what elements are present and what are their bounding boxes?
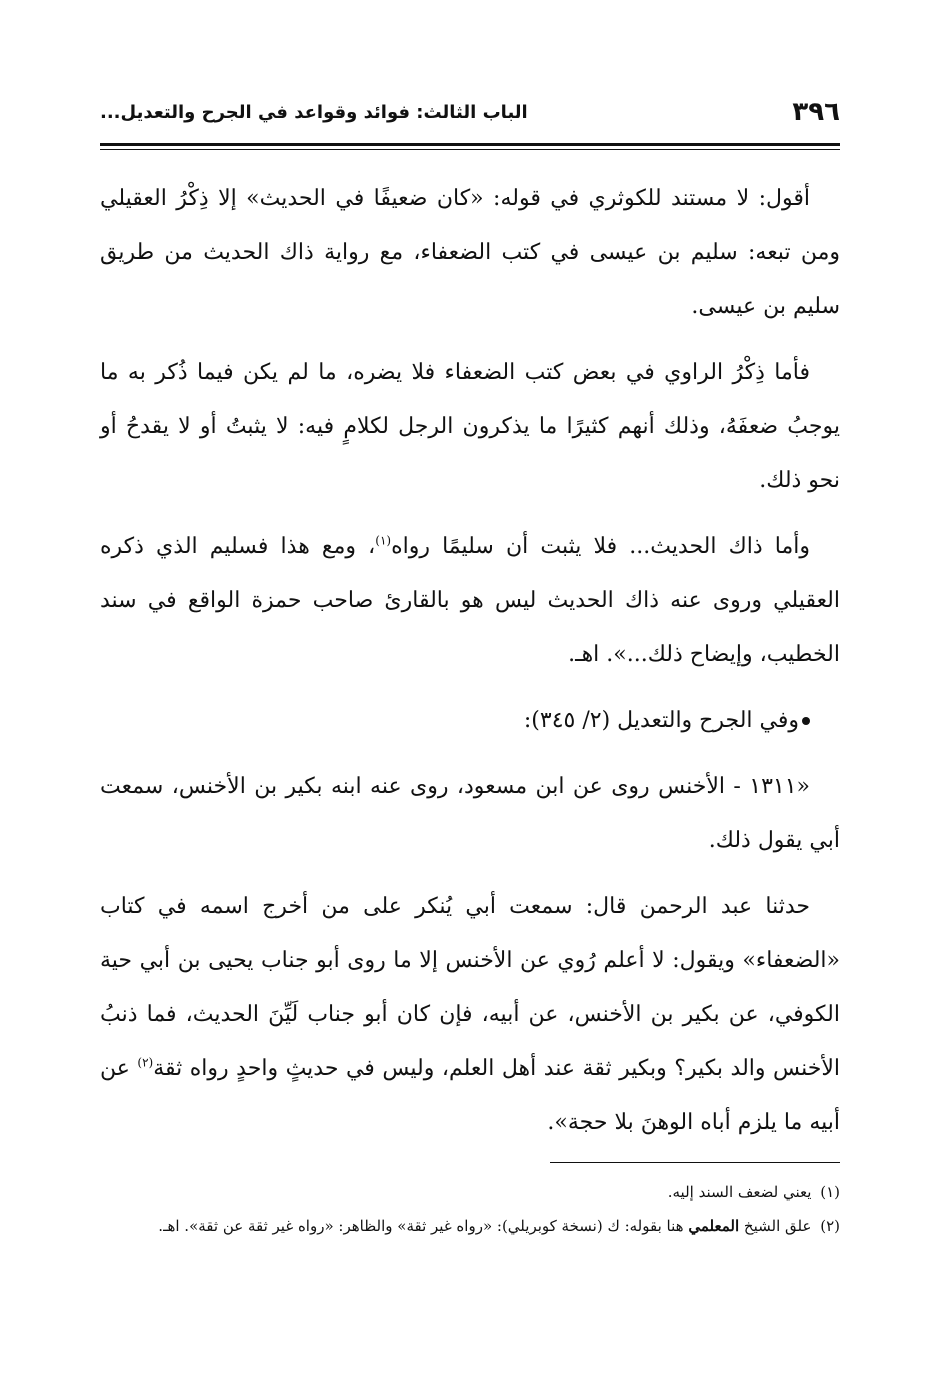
paragraph-5 (100, 880, 840, 1150)
paragraph-2: فأما ذِكْرُ الراوي في بعض كتب الضعفاء فلا يضره، ما لم يكن فيما ذُكر به ما يوجبُ ضعفَهُ، وذلك أنهم كثيرًا ما يذكرون الرجل لكلامٍ فيه: لا يثبتُ أو لا يقدحُ أو نحو ذلك. (100, 360, 840, 493)
footnote-2-text-b: هنا بقوله: ك (نسخة كوبريلي): «رواه غير ثقة» والظاهر: «رواه غير ثقة عن ثقة». اهـ. (158, 1217, 684, 1235)
paragraph-3-text-a: وأما ذاك الحديث... فلا يثبت أن سليمًا رواه (391, 534, 810, 559)
footnote-ref-2: (٢) (137, 1055, 154, 1070)
footnote-1-label: (١) (820, 1183, 840, 1201)
header-rule-thin (100, 149, 840, 150)
footnote-ref-1: (١) (375, 533, 392, 548)
paragraph-5-text-b: عن أبيه ما يلزم أباه الوهنَ بلا حجة». (100, 1056, 840, 1135)
paragraph-1: أقول: لا مستند للكوثري في قوله: «كان ضعيفًا في الحديث» إلا ذِكْرُ العقيلي ومن تبعه: سليم بن عيسى في كتب الضعفاء، مع رواية ذاك الحديث من طريق سليم بن عيسى. (100, 186, 840, 319)
footnotes (100, 1175, 840, 1243)
footnote-1-text: يعني لضعف السند إليه. (667, 1183, 812, 1201)
bullet-line (100, 694, 840, 748)
footnote-2-label: (٢) (820, 1217, 840, 1235)
paragraph-4: «١٣١١ - الأخنس روى عن ابن مسعود، روى عنه ابنه بكير بن الأخنس، سمعت أبي يقول ذلك. (100, 774, 840, 853)
footnote-2 (100, 1209, 840, 1243)
footnote-2-name: المعلمي (688, 1217, 740, 1235)
footnote-1 (100, 1175, 840, 1209)
page-header (100, 92, 840, 132)
header-rule-thick (100, 143, 840, 146)
paragraph-3 (100, 520, 840, 682)
paragraph-3-text-b: ، ومع هذا فسليم الذي ذكره العقيلي وروى عنه ذاك الحديث ليس هو بالقارئ صاحب حمزة الواقع في سند الخطيب، وإيضاح ذلك...». اهـ. (100, 534, 840, 667)
bullet-dot-icon (802, 717, 810, 725)
paragraph-5-text-a: حدثنا عبد الرحمن قال: سمعت أبي يُنكر على من أخرج اسمه في كتاب «الضعفاء» ويقول: لا أعلم رُوي عن الأخنس إلا ما روى أبو جناب يحيى بن أبي حية الكوفي، عن بكير بن الأخنس، عن أبيه، فإن كان أبو جناب لَيِّنَ الحديث، فما ذنبُ الأخنس والد بكير؟ وبكير ثقة عند أهل العلم، وليس في حديثٍ واحدٍ رواه ثقة (100, 894, 840, 1081)
running-title: الباب الثالث: فوائد وقواعد في الجرح والتعديل... (100, 101, 528, 123)
page-number: ٣٩٦ (792, 97, 840, 127)
bullet-text: وفي الجرح والتعديل (٢/ ٣٤٥): (523, 708, 799, 733)
footnote-separator (550, 1162, 840, 1163)
body-text (100, 172, 840, 1162)
footnote-2-text-a: علق الشيخ (743, 1217, 812, 1235)
